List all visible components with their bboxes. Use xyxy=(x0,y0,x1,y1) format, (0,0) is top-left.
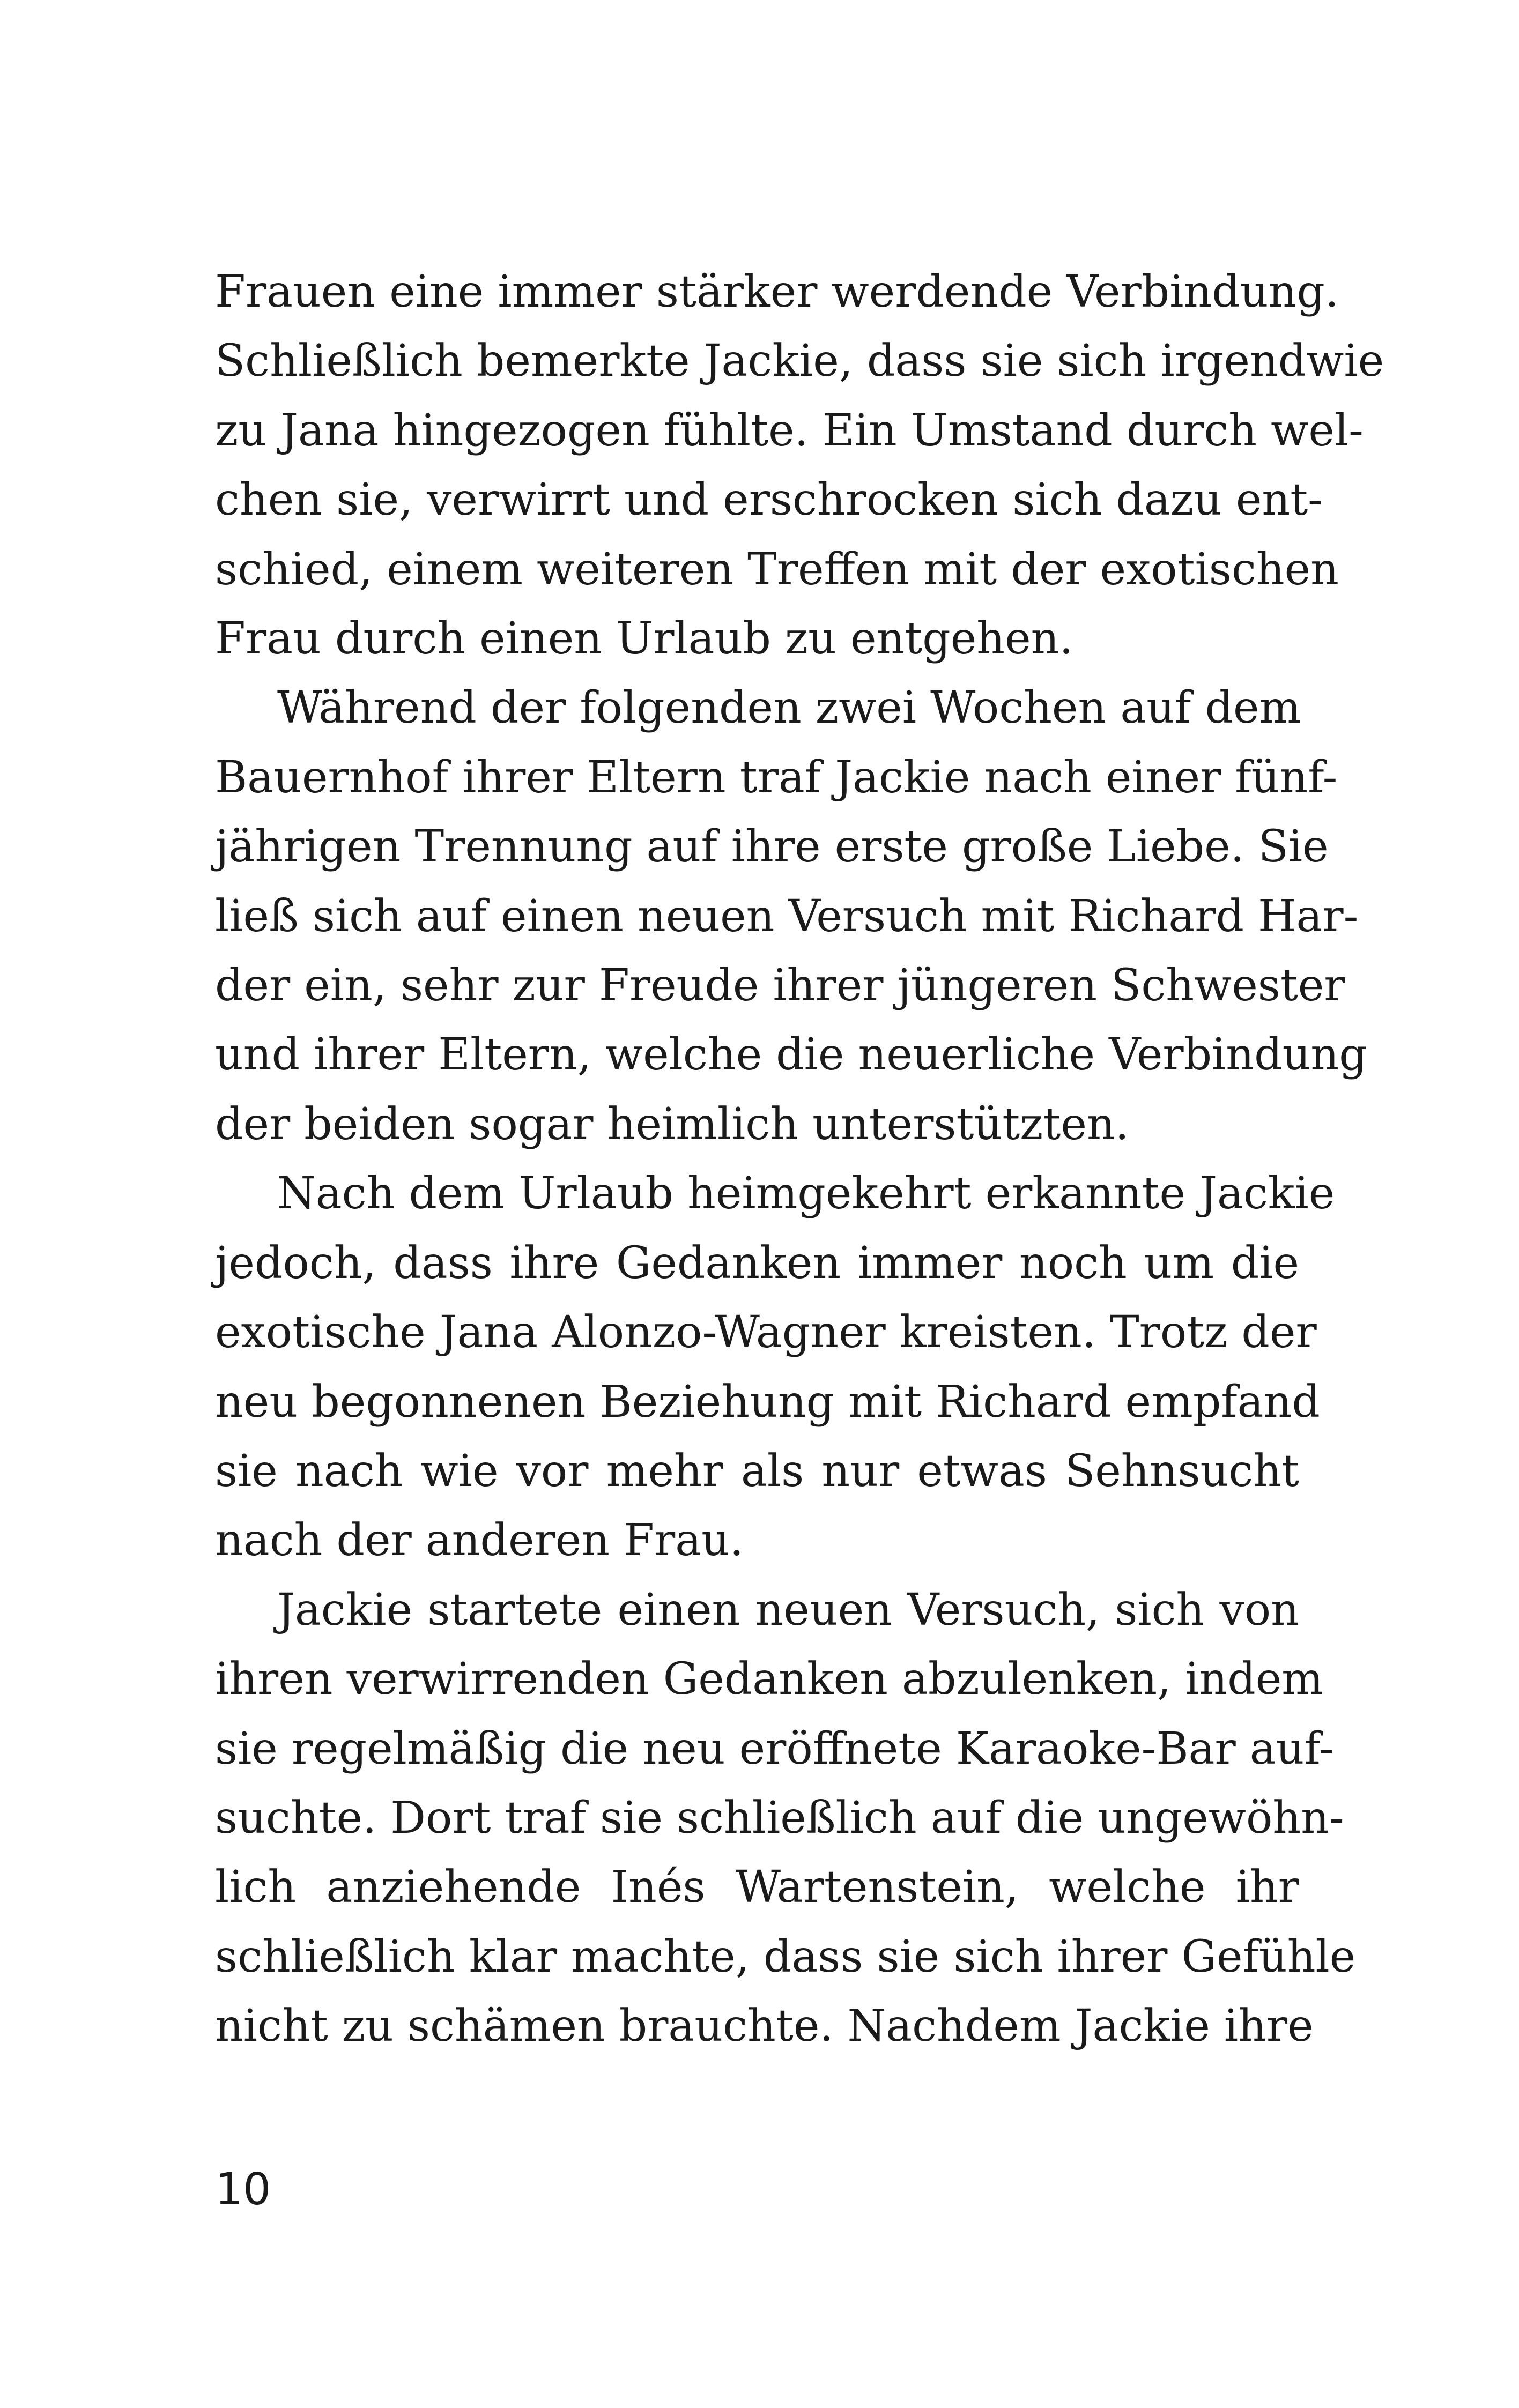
text-line: Bauernhof ihrer Eltern traf Jackie nach einer fünf- xyxy=(215,752,1338,803)
text-line: schließlich klar machte, dass sie sich ihrer Gefühle xyxy=(215,1931,1356,1982)
text-line: neu begonnenen Beziehung mit Richard empfand xyxy=(215,1376,1320,1428)
body-text xyxy=(215,257,1384,2061)
text-line: ihren verwirrenden Gedanken abzulenken, indem xyxy=(215,1654,1323,1705)
text-line: Nach dem Urlaub heimgekehrt erkannte Jackie xyxy=(277,1168,1335,1220)
paragraph-4 xyxy=(215,1575,1356,2061)
text-line: exotische Jana Alonzo-Wagner kreisten. Trotz der xyxy=(215,1307,1317,1358)
page-number: 10 xyxy=(215,2164,271,2215)
text-line: schied, einem weiteren Treffen mit der exotischen xyxy=(215,544,1339,595)
text-line: lich anziehende Inés Wartenstein, welche ihr xyxy=(215,1862,1299,1913)
paragraph-1 xyxy=(215,257,1384,673)
text-line: Frau durch einen Urlaub zu entgehen. xyxy=(215,613,1073,665)
text-line: ließ sich auf einen neuen Versuch mit Richard Har- xyxy=(215,890,1359,942)
text-line: der beiden sogar heimlich unterstützten. xyxy=(215,1098,1129,1150)
text-line: Frauen eine immer stärker werdende Verbindung. xyxy=(215,266,1339,317)
text-line: suchte. Dort traf sie schließlich auf die ungewöhn- xyxy=(215,1792,1344,1844)
text-line: jährigen Trennung auf ihre erste große Liebe. Sie xyxy=(215,821,1329,873)
text-line: sie nach wie vor mehr als nur etwas Sehnsucht xyxy=(215,1445,1299,1497)
paragraph-2 xyxy=(215,673,1367,1159)
text-line: jedoch, dass ihre Gedanken immer noch um die xyxy=(215,1237,1299,1289)
text-line: Jackie startete einen neuen Versuch, sich von xyxy=(277,1584,1299,1636)
text-line: nicht zu schämen brauchte. Nachdem Jackie ihre xyxy=(215,2001,1314,2052)
paragraph-3 xyxy=(215,1159,1335,1575)
text-line: Während der folgenden zwei Wochen auf dem xyxy=(277,682,1301,734)
text-line: und ihrer Eltern, welche die neuerliche Verbindung xyxy=(215,1029,1367,1081)
text-line: sie regelmäßig die neu eröffnete Karaoke-Bar auf- xyxy=(215,1723,1334,1774)
text-line: zu Jana hingezogen fühlte. Ein Umstand durch wel- xyxy=(215,405,1364,456)
text-line: der ein, sehr zur Freude ihrer jüngeren Schwester xyxy=(215,960,1345,1012)
text-line: chen sie, verwirrt und erschrocken sich dazu ent- xyxy=(215,474,1323,526)
text-line: nach der anderen Frau. xyxy=(215,1515,744,1566)
text-line: Schließlich bemerkte Jackie, dass sie sich irgendwie xyxy=(215,336,1384,387)
